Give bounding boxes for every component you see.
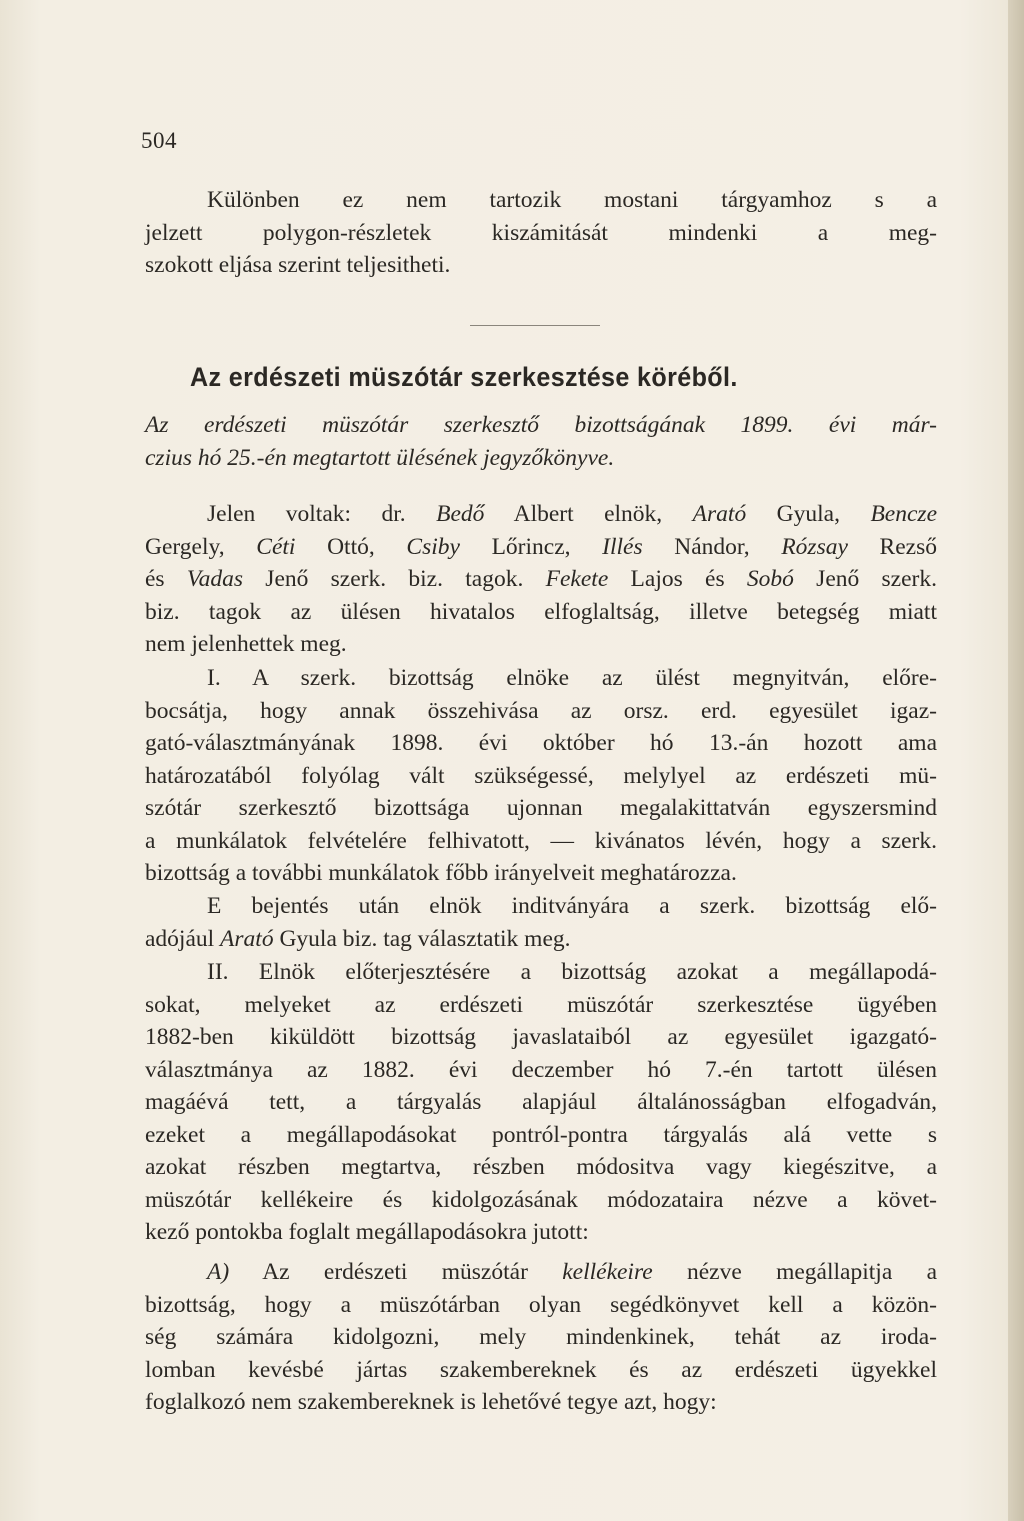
text-line: lomban kevésbé jártas szakembereknek és az erdészeti ügyekkel: [145, 1356, 937, 1383]
text-line: határozatából folyólag vált szükségessé, melylyel az erdészeti mü-: [145, 762, 937, 789]
text-line: Gergely, Céti Ottó, Csiby Lőrincz, Illés Nándor, Rózsay Rezső: [145, 533, 937, 560]
text-line: E bejentés után elnök inditványára a szerk. bizottság elő-: [207, 893, 937, 919]
intro-paragraph: [145, 184, 937, 282]
text-line: sokat, melyeket az erdészeti müszótár szerkesztése ügyében: [145, 991, 937, 1018]
section-a-paragraph: [145, 1256, 937, 1419]
subtitle-line: Az erdészeti müszótár szerkesztő bizottságának 1899. évi már-: [145, 412, 937, 438]
text-line: A) Az erdészeti müszótár kellékeire nézve megállapitja a: [207, 1259, 937, 1285]
text-line: I. A szerk. bizottság elnöke az ülést megnyitván, előre-: [207, 665, 937, 691]
section-1-paragraph: [145, 662, 937, 890]
text-line: ezeket a megállapodásokat pontról-pontra tárgyalás alá vette s: [145, 1121, 937, 1148]
section-2-paragraph: [145, 956, 937, 1249]
text-line: bizottság a további munkálatok főbb irányelveit meghatározza.: [145, 860, 737, 886]
text-line: szótár szerkesztő bizottsága ujonnan megalakittatván egyszersmind: [145, 795, 937, 821]
attendance-paragraph: [145, 498, 937, 661]
text-line: jelzett polygon-részletek kiszámitását mindenki a meg-: [145, 219, 937, 246]
text-line: bizottság, hogy a müszótárban olyan segédkönyvet kell a közön-: [145, 1291, 937, 1318]
text-line: biz. tagok az ülésen hivatalos elfoglaltság, illetve betegség miatt: [145, 598, 937, 625]
text-line: ség számára kidolgozni, mely mindenkinek, tehát az iroda-: [145, 1324, 937, 1350]
text-line: és Vadas Jenő szerk. biz. tagok. Fekete Lajos és Sobó Jenő szerk.: [145, 566, 937, 592]
text-line: választmánya az 1882. évi deczember hó 7.-én tartott ülésen: [145, 1056, 937, 1083]
text-line: gató-választmányának 1898. évi október hó 13.-án hozott ama: [145, 730, 937, 756]
section-heading: Az erdészeti müszótár szerkesztése köréből.: [190, 362, 738, 392]
text-line: II. Elnök előterjesztésére a bizottság azokat a megállapodá-: [207, 959, 937, 985]
text-line: nem jelenhettek meg.: [145, 631, 347, 657]
text-line: kező pontokba foglalt megállapodásokra jutott:: [145, 1219, 589, 1245]
text-line: müszótár kellékeire és kidolgozásának módozataira nézve a követ-: [145, 1186, 937, 1213]
text-line: foglalkozó nem szakembereknek is lehetővé tegye azt, hogy:: [145, 1389, 717, 1415]
text-line: azokat részben megtartva, részben módositva vagy kiegészitve, a: [145, 1154, 937, 1180]
text-line: Jelen voltak: dr. Bedő Albert elnök, Arató Gyula, Bencze: [207, 501, 937, 527]
page-edge: [1008, 0, 1024, 1521]
text-line: a munkálatok felvételére felhivatott, — kivánatos lévén, hogy a szerk.: [145, 827, 937, 854]
text-line: 1882-ben kiküldött bizottság javaslataiból az egyesület igazgató-: [145, 1024, 937, 1050]
text-line: szokott eljása szerint teljesitheti.: [145, 252, 451, 278]
text-line: bocsátja, hogy annak összehivása az orsz. erd. egyesület igaz-: [145, 697, 937, 724]
section-1b-paragraph: [145, 890, 937, 955]
text-line: Különben ez nem tartozik mostani tárgyamhoz s a: [207, 187, 937, 213]
section-divider: [470, 325, 600, 326]
text-line: magáévá tett, a tárgyalás alapjául általánosságban elfogadván,: [145, 1089, 937, 1115]
text-line: adójául Arató Gyula biz. tag választatik meg.: [145, 925, 571, 952]
subtitle-line: czius hó 25.-én megtartott ülésének jegyzőkönyve.: [145, 444, 615, 471]
subtitle: [145, 409, 937, 474]
page-number: 504: [141, 128, 177, 153]
